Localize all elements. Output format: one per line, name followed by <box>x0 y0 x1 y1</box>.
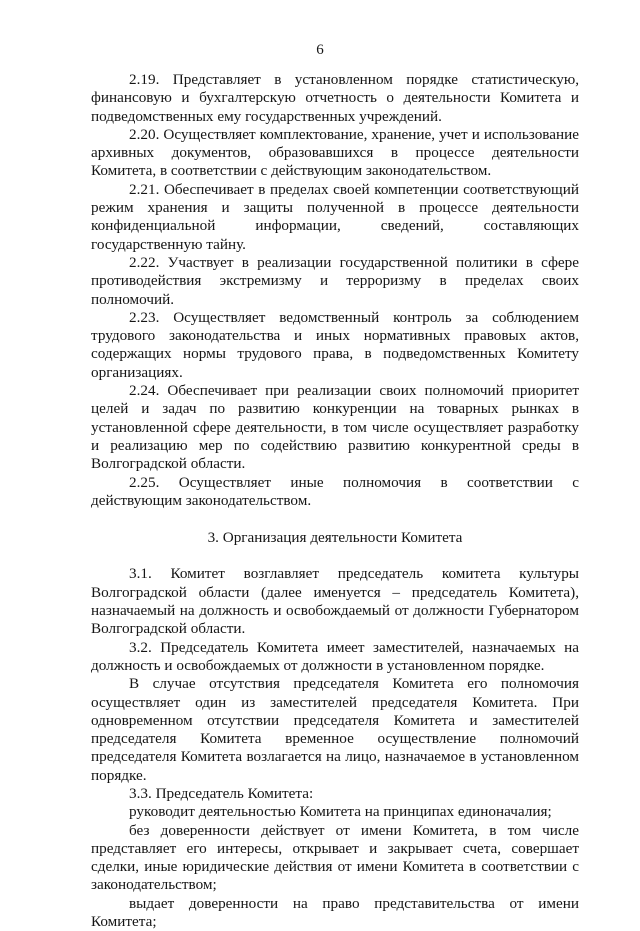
paragraph-3-3-item-3: выдает доверенности на право представительства от имени Комитета; <box>91 894 579 931</box>
page-number: 6 <box>316 42 324 58</box>
paragraph-3-2: 3.2. Председатель Комитета имеет заместителей, назначаемых на должность и освобождаемых от должности в установленном порядке. <box>91 638 579 674</box>
paragraph-3-2-absence: В случае отсутствия председателя Комитета его полномочия осуществляет один из заместителей председателя Комитета. При одновременном отсутствии председателя Комитета и заместителей председателя Комитета временное осуществление полномочий председателя Комитета возлагается на лицо, назначаемое в установленном порядке. <box>91 675 579 784</box>
document-body <box>91 71 579 931</box>
paragraph-3-1: 3.1. Комитет возглавляет председатель комитета культуры Волгоградской области (далее именуется – председатель Комитета), назначаемый на должность и освобождаемый от должности Губернатором Волгоградской области. <box>91 565 579 638</box>
paragraph-2-25: 2.25. Осуществляет иные полномочия в соответствии с действующим законодательством. <box>91 473 579 509</box>
paragraph-3-3: 3.3. Председатель Комитета: <box>129 784 314 802</box>
paragraph-3-3-item-1: руководит деятельностью Комитета на принципах единоначалия; <box>129 803 552 821</box>
paragraph-2-21: 2.21. Обеспечивает в пределах своей компетенции соответствующий режим хранения и защиты полученной в процессе деятельности конфиденциальной информации, сведений, составляющих государственную тайну. <box>91 180 579 253</box>
paragraph-2-20: 2.20. Осуществляет комплектование, хранение, учет и использование архивных документов, образовавшихся в процессе деятельности Комитета, в соответствии с действующим законодательством. <box>91 125 579 180</box>
paragraph-2-23: 2.23. Осуществляет ведомственный контроль за соблюдением трудового законодательства и иных нормативных правовых актов, содержащих нормы трудового права, в подведомственных Комитету организациях. <box>91 308 579 381</box>
paragraph-2-19: 2.19. Представляет в установленном порядке статистическую, финансовую и бухгалтерскую отчетность о деятельности Комитета и подведомственных ему государственных учреждений. <box>91 71 579 125</box>
paragraph-2-22: 2.22. Участвует в реализации государственной политики в сфере противодействия экстремизму и терроризму в пределах своих полномочий. <box>91 253 579 308</box>
paragraph-2-24: 2.24. Обеспечивает при реализации своих полномочий приоритет целей и задач по развитию конкуренции на товарных рынках в установленной сфере деятельности, в том числе осуществляет разработку и реализацию мер по содействию развитию конкурентной среды в Волгоградской области. <box>91 382 579 473</box>
section-heading: 3. Организация деятельности Комитета <box>207 529 463 547</box>
paragraph-3-3-item-2: без доверенности действует от имени Комитета, в том числе представляет его интересы, открывает и закрывает счета, совершает сделки, иные юридические действия от имени Комитета в соответствии с законодательством; <box>91 821 579 894</box>
